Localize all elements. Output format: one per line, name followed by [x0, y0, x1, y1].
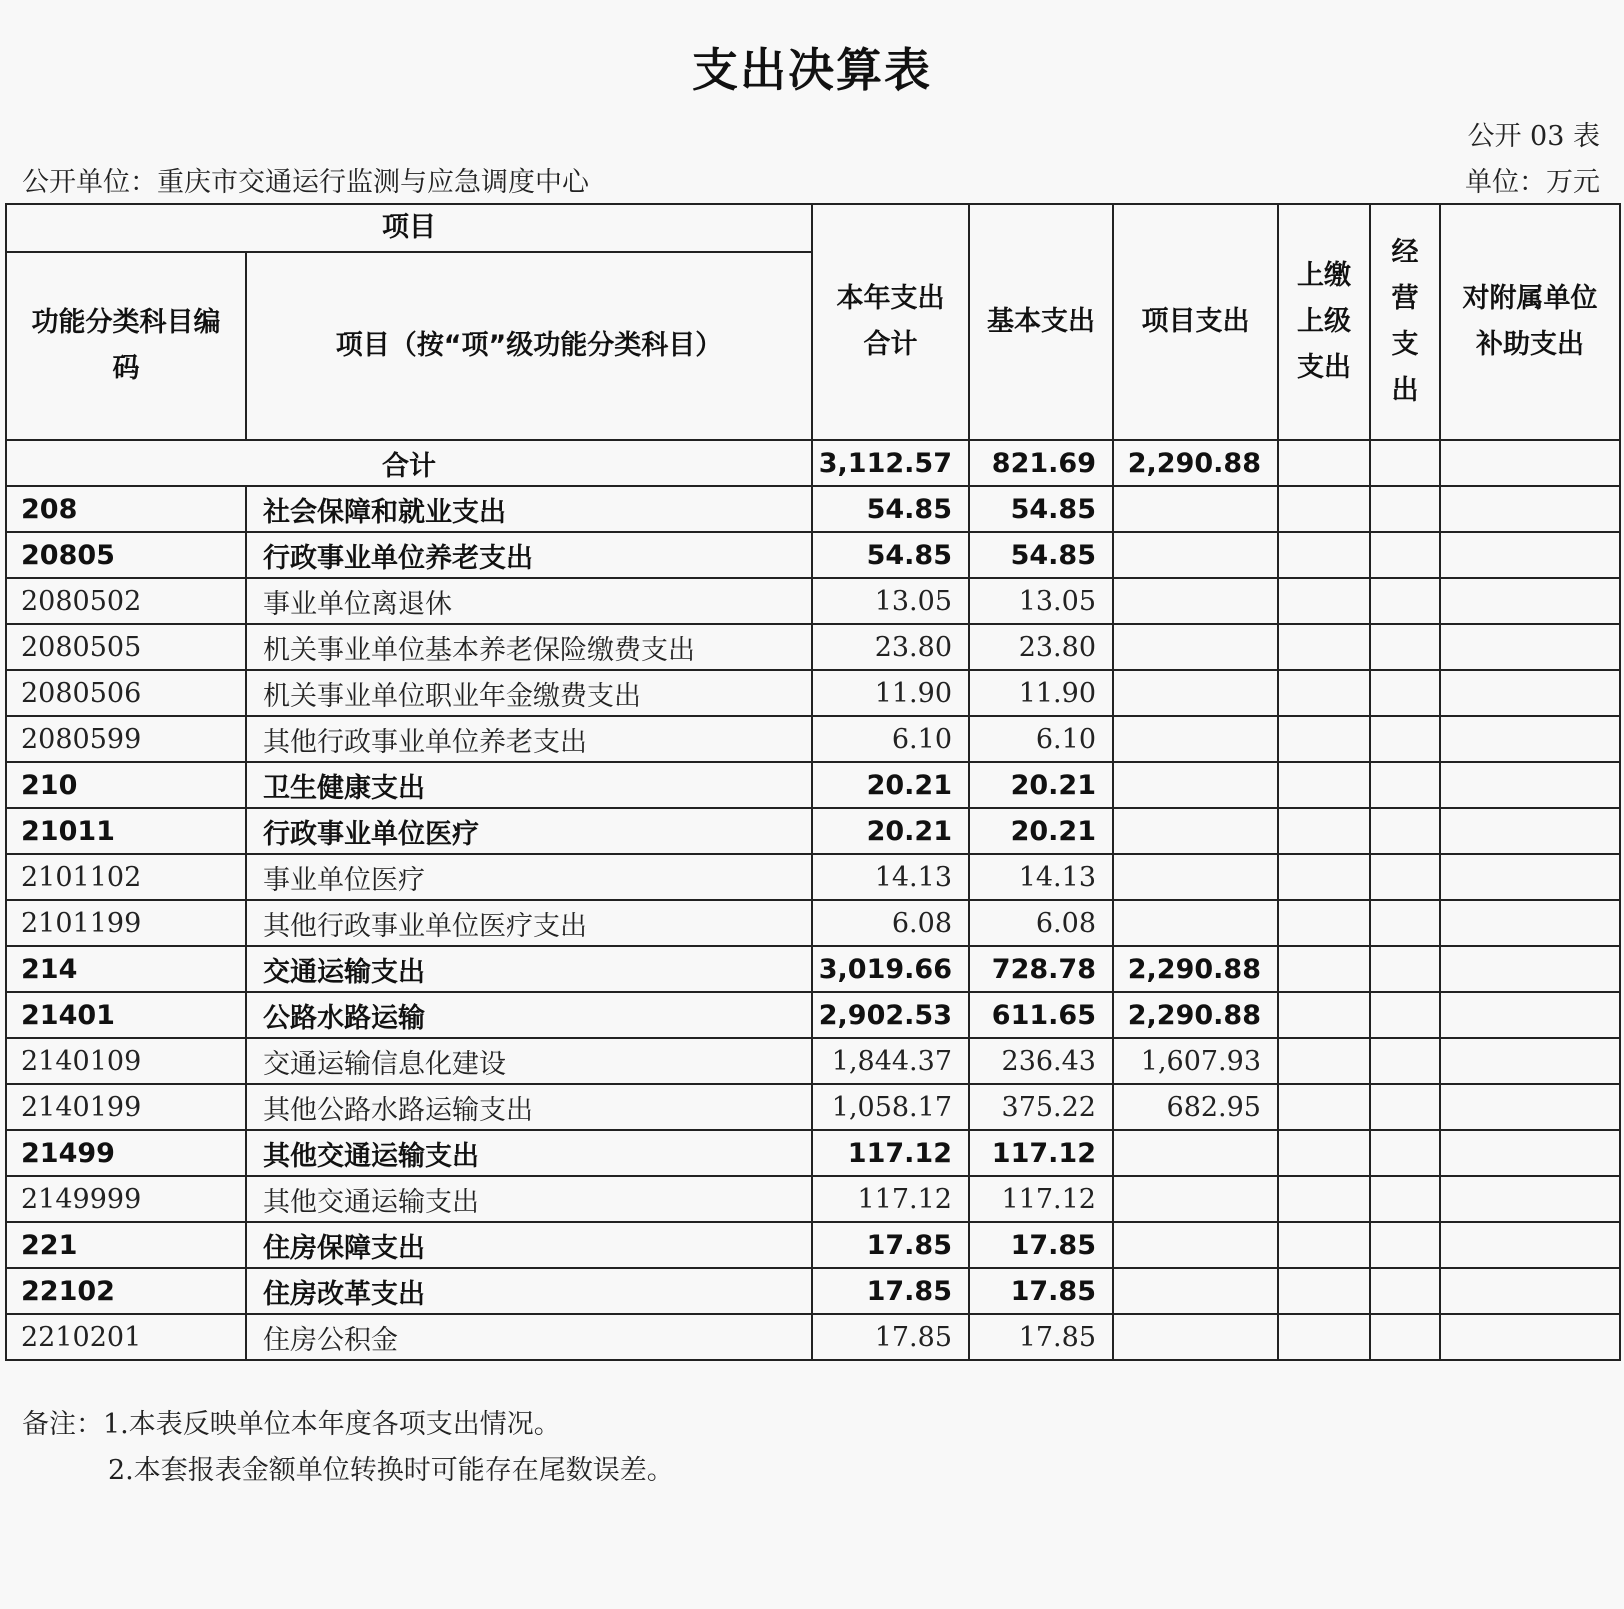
cell-code: 2101199 [6, 900, 246, 946]
cell-code: 21011 [6, 808, 246, 854]
cell-business [1370, 1268, 1440, 1314]
table-row [6, 624, 1620, 670]
cell-name: 机关事业单位职业年金缴费支出 [246, 670, 812, 716]
cell-total: 117.12 [812, 1130, 969, 1176]
cell-subsidy [1440, 992, 1620, 1038]
cell-project [1113, 1314, 1278, 1360]
cell-code: 21401 [6, 992, 246, 1038]
cell-project [1113, 532, 1278, 578]
cell-total: 117.12 [812, 1176, 969, 1222]
cell-subsidy [1440, 486, 1620, 532]
cell-name: 其他交通运输支出 [246, 1130, 812, 1176]
cell-total: 11.90 [812, 670, 969, 716]
cell-business [1370, 946, 1440, 992]
total-label: 合计 [6, 440, 812, 486]
cell-remit [1278, 992, 1370, 1038]
cell-basic: 14.13 [969, 854, 1113, 900]
table-row [6, 1130, 1620, 1176]
page-title: 支出决算表 [692, 43, 932, 97]
total-cell-remit [1278, 440, 1370, 486]
note-line-1: 备注：1.本表反映单位本年度各项支出情况。 [22, 1409, 561, 1440]
cell-code: 2140199 [6, 1084, 246, 1130]
note-line-2: 2.本套报表金额单位转换时可能存在尾数误差。 [108, 1455, 674, 1486]
cell-remit [1278, 624, 1370, 670]
cell-subsidy [1440, 670, 1620, 716]
cell-remit [1278, 900, 1370, 946]
cell-remit [1278, 1038, 1370, 1084]
header-basic: 基本支出 [969, 204, 1113, 440]
cell-business [1370, 532, 1440, 578]
cell-remit [1278, 946, 1370, 992]
table-row [6, 1222, 1620, 1268]
cell-basic: 117.12 [969, 1176, 1113, 1222]
cell-remit [1278, 532, 1370, 578]
cell-name: 住房保障支出 [246, 1222, 812, 1268]
cell-remit [1278, 1084, 1370, 1130]
cell-total: 13.05 [812, 578, 969, 624]
expenditure-table [5, 203, 1621, 1361]
cell-project [1113, 854, 1278, 900]
cell-total: 1,058.17 [812, 1084, 969, 1130]
cell-project [1113, 624, 1278, 670]
cell-project [1113, 808, 1278, 854]
cell-code: 20805 [6, 532, 246, 578]
table-row [6, 1314, 1620, 1360]
cell-subsidy [1440, 854, 1620, 900]
table-row [6, 808, 1620, 854]
cell-basic: 17.85 [969, 1222, 1113, 1268]
cell-project [1113, 486, 1278, 532]
cell-name: 其他公路水路运输支出 [246, 1084, 812, 1130]
cell-code: 214 [6, 946, 246, 992]
cell-code: 208 [6, 486, 246, 532]
cell-code: 2210201 [6, 1314, 246, 1360]
cell-project [1113, 1268, 1278, 1314]
cell-remit [1278, 1314, 1370, 1360]
cell-business [1370, 1084, 1440, 1130]
cell-project [1113, 762, 1278, 808]
cell-basic: 11.90 [969, 670, 1113, 716]
cell-code: 221 [6, 1222, 246, 1268]
cell-business [1370, 808, 1440, 854]
table-row [6, 992, 1620, 1038]
table-row [6, 1176, 1620, 1222]
cell-project: 1,607.93 [1113, 1038, 1278, 1084]
cell-remit [1278, 670, 1370, 716]
header-project: 项目支出 [1113, 204, 1278, 440]
cell-remit [1278, 762, 1370, 808]
cell-code: 2149999 [6, 1176, 246, 1222]
cell-basic: 20.21 [969, 808, 1113, 854]
cell-subsidy [1440, 1222, 1620, 1268]
header-total: 本年支出合计 [812, 204, 969, 440]
cell-subsidy [1440, 762, 1620, 808]
cell-total: 20.21 [812, 808, 969, 854]
cell-code: 2140109 [6, 1038, 246, 1084]
cell-subsidy [1440, 946, 1620, 992]
cell-project: 682.95 [1113, 1084, 1278, 1130]
cell-subsidy [1440, 900, 1620, 946]
header-business: 经营支出 [1370, 204, 1440, 440]
cell-basic: 117.12 [969, 1130, 1113, 1176]
cell-total: 23.80 [812, 624, 969, 670]
cell-basic: 236.43 [969, 1038, 1113, 1084]
cell-basic: 375.22 [969, 1084, 1113, 1130]
cell-basic: 20.21 [969, 762, 1113, 808]
cell-subsidy [1440, 624, 1620, 670]
header-remit: 上缴上级支出 [1278, 204, 1370, 440]
cell-name: 其他行政事业单位医疗支出 [246, 900, 812, 946]
header-code: 功能分类科目编码 [6, 252, 246, 440]
cell-remit [1278, 716, 1370, 762]
unit-row [22, 160, 1600, 199]
cell-code: 210 [6, 762, 246, 808]
cell-remit [1278, 1130, 1370, 1176]
cell-business [1370, 1038, 1440, 1084]
cell-basic: 728.78 [969, 946, 1113, 992]
cell-total: 17.85 [812, 1314, 969, 1360]
cell-name: 行政事业单位养老支出 [246, 532, 812, 578]
cell-name: 其他交通运输支出 [246, 1176, 812, 1222]
cell-name: 住房公积金 [246, 1314, 812, 1360]
cell-project [1113, 900, 1278, 946]
cell-name: 机关事业单位基本养老保险缴费支出 [246, 624, 812, 670]
cell-remit [1278, 1268, 1370, 1314]
cell-project [1113, 578, 1278, 624]
cell-remit [1278, 486, 1370, 532]
cell-project [1113, 1176, 1278, 1222]
cell-basic: 54.85 [969, 532, 1113, 578]
cell-name: 行政事业单位医疗 [246, 808, 812, 854]
cell-total: 17.85 [812, 1268, 969, 1314]
cell-business [1370, 1176, 1440, 1222]
table-row [6, 900, 1620, 946]
table-row [6, 486, 1620, 532]
cell-basic: 23.80 [969, 624, 1113, 670]
cell-subsidy [1440, 808, 1620, 854]
cell-name: 公路水路运输 [246, 992, 812, 1038]
cell-subsidy [1440, 1130, 1620, 1176]
cell-business [1370, 1314, 1440, 1360]
cell-business [1370, 992, 1440, 1038]
table-row [6, 578, 1620, 624]
cell-total: 6.10 [812, 716, 969, 762]
cell-business [1370, 670, 1440, 716]
cell-basic: 6.10 [969, 716, 1113, 762]
cell-total: 54.85 [812, 532, 969, 578]
header-subsidy: 对附属单位补助支出 [1440, 204, 1620, 440]
cell-business [1370, 716, 1440, 762]
cell-code: 2101102 [6, 854, 246, 900]
total-cell-basic: 821.69 [969, 440, 1113, 486]
cell-total: 2,902.53 [812, 992, 969, 1038]
cell-code: 2080599 [6, 716, 246, 762]
cell-subsidy [1440, 578, 1620, 624]
cell-code: 2080506 [6, 670, 246, 716]
cell-total: 6.08 [812, 900, 969, 946]
cell-code: 2080505 [6, 624, 246, 670]
header-item: 项目 [6, 204, 812, 252]
cell-total: 3,019.66 [812, 946, 969, 992]
cell-subsidy [1440, 1038, 1620, 1084]
cell-remit [1278, 1176, 1370, 1222]
table-row [6, 670, 1620, 716]
cell-total: 14.13 [812, 854, 969, 900]
cell-total: 20.21 [812, 762, 969, 808]
cell-name: 其他行政事业单位养老支出 [246, 716, 812, 762]
cell-remit [1278, 1222, 1370, 1268]
cell-code: 2080502 [6, 578, 246, 624]
cell-name: 交通运输支出 [246, 946, 812, 992]
cell-basic: 17.85 [969, 1314, 1113, 1360]
cell-basic: 611.65 [969, 992, 1113, 1038]
cell-basic: 17.85 [969, 1268, 1113, 1314]
cell-subsidy [1440, 1268, 1620, 1314]
table-row [6, 1268, 1620, 1314]
cell-name: 事业单位医疗 [246, 854, 812, 900]
reporting-unit: 公开单位：重庆市交通运行监测与应急调度中心 [22, 167, 589, 198]
total-row [6, 440, 1620, 486]
header-name: 项目（按“项”级功能分类科目） [246, 252, 812, 440]
cell-project [1113, 716, 1278, 762]
cell-remit [1278, 578, 1370, 624]
cell-subsidy [1440, 532, 1620, 578]
table-row [6, 946, 1620, 992]
cell-total: 1,844.37 [812, 1038, 969, 1084]
cell-total: 54.85 [812, 486, 969, 532]
cell-business [1370, 762, 1440, 808]
table-row [6, 854, 1620, 900]
table-row [6, 716, 1620, 762]
cell-name: 事业单位离退休 [246, 578, 812, 624]
form-number: 公开 03 表 [1467, 121, 1600, 152]
cell-basic: 13.05 [969, 578, 1113, 624]
cell-name: 社会保障和就业支出 [246, 486, 812, 532]
cell-business [1370, 854, 1440, 900]
table-row [6, 1084, 1620, 1130]
cell-project [1113, 1130, 1278, 1176]
cell-subsidy [1440, 1176, 1620, 1222]
cell-business [1370, 1222, 1440, 1268]
cell-basic: 54.85 [969, 486, 1113, 532]
cell-code: 21499 [6, 1130, 246, 1176]
cell-name: 住房改革支出 [246, 1268, 812, 1314]
cell-name: 交通运输信息化建设 [246, 1038, 812, 1084]
table-row [6, 762, 1620, 808]
cell-project [1113, 1222, 1278, 1268]
table-row [6, 1038, 1620, 1084]
currency-unit: 单位：万元 [1465, 167, 1600, 198]
cell-business [1370, 1130, 1440, 1176]
cell-business [1370, 900, 1440, 946]
cell-remit [1278, 854, 1370, 900]
cell-subsidy [1440, 1314, 1620, 1360]
total-cell-total: 3,112.57 [812, 440, 969, 486]
cell-remit [1278, 808, 1370, 854]
total-cell-subsidy [1440, 440, 1620, 486]
cell-code: 22102 [6, 1268, 246, 1314]
cell-project [1113, 670, 1278, 716]
cell-subsidy [1440, 1084, 1620, 1130]
table-row [6, 532, 1620, 578]
cell-name: 卫生健康支出 [246, 762, 812, 808]
cell-business [1370, 578, 1440, 624]
cell-business [1370, 486, 1440, 532]
notes [22, 1402, 674, 1494]
cell-project: 2,290.88 [1113, 946, 1278, 992]
cell-business [1370, 624, 1440, 670]
total-cell-project: 2,290.88 [1113, 440, 1278, 486]
cell-subsidy [1440, 716, 1620, 762]
cell-project: 2,290.88 [1113, 992, 1278, 1038]
total-cell-business [1370, 440, 1440, 486]
cell-total: 17.85 [812, 1222, 969, 1268]
cell-basic: 6.08 [969, 900, 1113, 946]
